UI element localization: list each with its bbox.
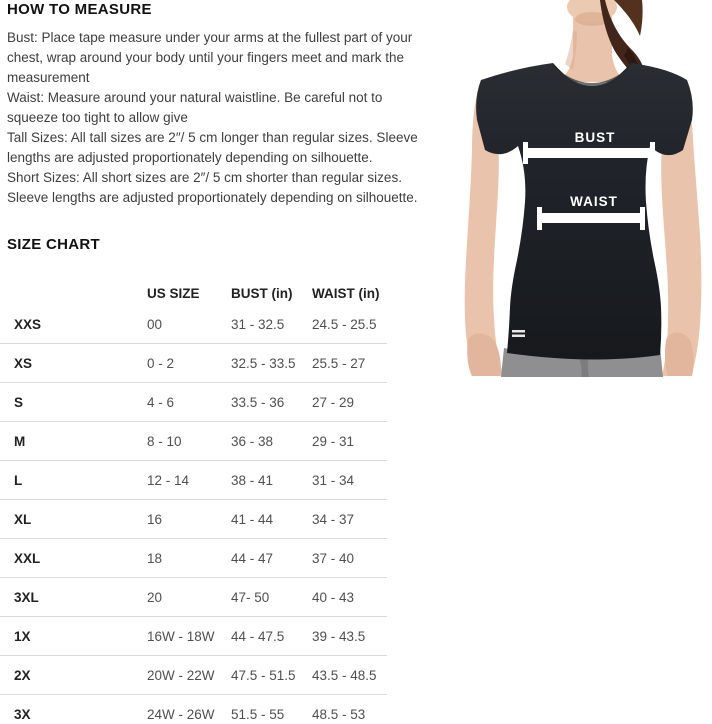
size-row-3x [0, 695, 387, 724]
cell-size-label: XXL [14, 550, 41, 566]
cell-us-size: 18 [147, 550, 163, 566]
howto-line-waist-instructions: Waist: Measure around your natural waistline. Be careful not to [7, 90, 383, 105]
cell-bust-in: 44 - 47.5 [231, 628, 285, 644]
cell-us-size: 12 - 14 [147, 472, 190, 488]
cell-bust-in: 51.5 - 55 [231, 707, 285, 722]
cell-us-size: 16W - 18W [147, 628, 215, 644]
cell-waist-in: 34 - 37 [312, 511, 355, 527]
bust-label: BUST [574, 130, 616, 145]
size-row-l [0, 461, 387, 500]
cell-size-label: M [14, 433, 26, 449]
how-to-measure-text [7, 28, 452, 208]
size-row-m [0, 422, 387, 461]
how-to-measure-heading: HOW TO MEASURE [7, 1, 152, 18]
header-us-size: US SIZE [147, 286, 200, 301]
cell-us-size: 20W - 22W [147, 667, 215, 683]
cell-bust-in: 38 - 41 [231, 472, 274, 488]
howto-line-short-sizes-note: Sleeve lengths are adjusted proportionately depending on silhouette. [7, 190, 418, 205]
cell-waist-in: 37 - 40 [312, 550, 355, 566]
size-chart-header-row [0, 278, 387, 305]
cell-us-size: 24W - 26W [147, 707, 215, 722]
size-row-1x [0, 617, 387, 656]
cell-bust-in: 32.5 - 33.5 [231, 355, 296, 371]
size-row-xxs [0, 305, 387, 344]
size-row-3xl [0, 578, 387, 617]
cell-bust-in: 44 - 47 [231, 550, 274, 566]
model-shirt [476, 63, 693, 360]
shirt-side-logo [512, 330, 525, 333]
header-bust-in: BUST (in) [231, 286, 293, 301]
cell-size-label: 3X [14, 707, 31, 722]
cell-size-label: L [14, 472, 23, 488]
cell-waist-in: 31 - 34 [312, 472, 355, 488]
model-illustration [452, 0, 712, 377]
cell-size-label: 2X [14, 667, 31, 683]
header-waist-in: WAIST (in) [312, 286, 380, 301]
cell-us-size: 16 [147, 511, 163, 527]
cell-us-size: 8 - 10 [147, 433, 182, 449]
howto-line-bust-instructions: measurement [7, 70, 90, 85]
size-row-xl [0, 500, 387, 539]
cell-waist-in: 40 - 43 [312, 589, 355, 605]
cell-waist-in: 24.5 - 25.5 [312, 316, 377, 332]
howto-line-bust-instructions: chest, wrap around your body until your fingers meet and mark the [7, 50, 404, 65]
cell-size-label: 1X [14, 628, 31, 644]
measurement-model-image [452, 0, 712, 377]
cell-size-label: S [14, 394, 24, 410]
cell-waist-in: 25.5 - 27 [312, 355, 366, 371]
howto-line-waist-instructions: squeeze too tight to allow give [7, 110, 188, 125]
cell-waist-in: 29 - 31 [312, 433, 355, 449]
size-row-xs [0, 344, 387, 383]
cell-bust-in: 31 - 32.5 [231, 316, 285, 332]
cell-bust-in: 33.5 - 36 [231, 394, 285, 410]
cell-bust-in: 36 - 38 [231, 433, 274, 449]
cell-us-size: 20 [147, 589, 163, 605]
cell-bust-in: 47- 50 [231, 589, 270, 605]
howto-line-tall-sizes-note: lengths are adjusted proportionately depending on silhouette. [7, 150, 373, 165]
cell-size-label: XXS [14, 316, 42, 332]
size-row-xxl [0, 539, 387, 578]
cell-waist-in: 27 - 29 [312, 394, 355, 410]
cell-size-label: 3XL [14, 589, 39, 605]
howto-line-bust-instructions: Bust: Place tape measure under your arms at the fullest part of your [7, 30, 413, 45]
cell-size-label: XL [14, 511, 32, 527]
cell-waist-in: 43.5 - 48.5 [312, 667, 377, 683]
cell-waist-in: 39 - 43.5 [312, 628, 366, 644]
size-row-s [0, 383, 387, 422]
cell-us-size: 00 [147, 316, 163, 332]
size-chart-table [0, 278, 387, 724]
waist-label: WAIST [570, 194, 618, 209]
cell-waist-in: 48.5 - 53 [312, 707, 366, 722]
cell-bust-in: 41 - 44 [231, 511, 274, 527]
cell-us-size: 4 - 6 [147, 394, 175, 410]
howto-line-tall-sizes-note: Tall Sizes: All tall sizes are 2″/ 5 cm longer than regular sizes. Sleeve [7, 130, 418, 145]
cell-us-size: 0 - 2 [147, 355, 175, 371]
cell-size-label: XS [14, 355, 33, 371]
size-row-2x [0, 656, 387, 695]
howto-line-short-sizes-note: Short Sizes: All short sizes are 2″/ 5 cm shorter than regular sizes. [7, 170, 402, 185]
size-chart-heading: SIZE CHART [7, 236, 100, 253]
cell-bust-in: 47.5 - 51.5 [231, 667, 296, 683]
